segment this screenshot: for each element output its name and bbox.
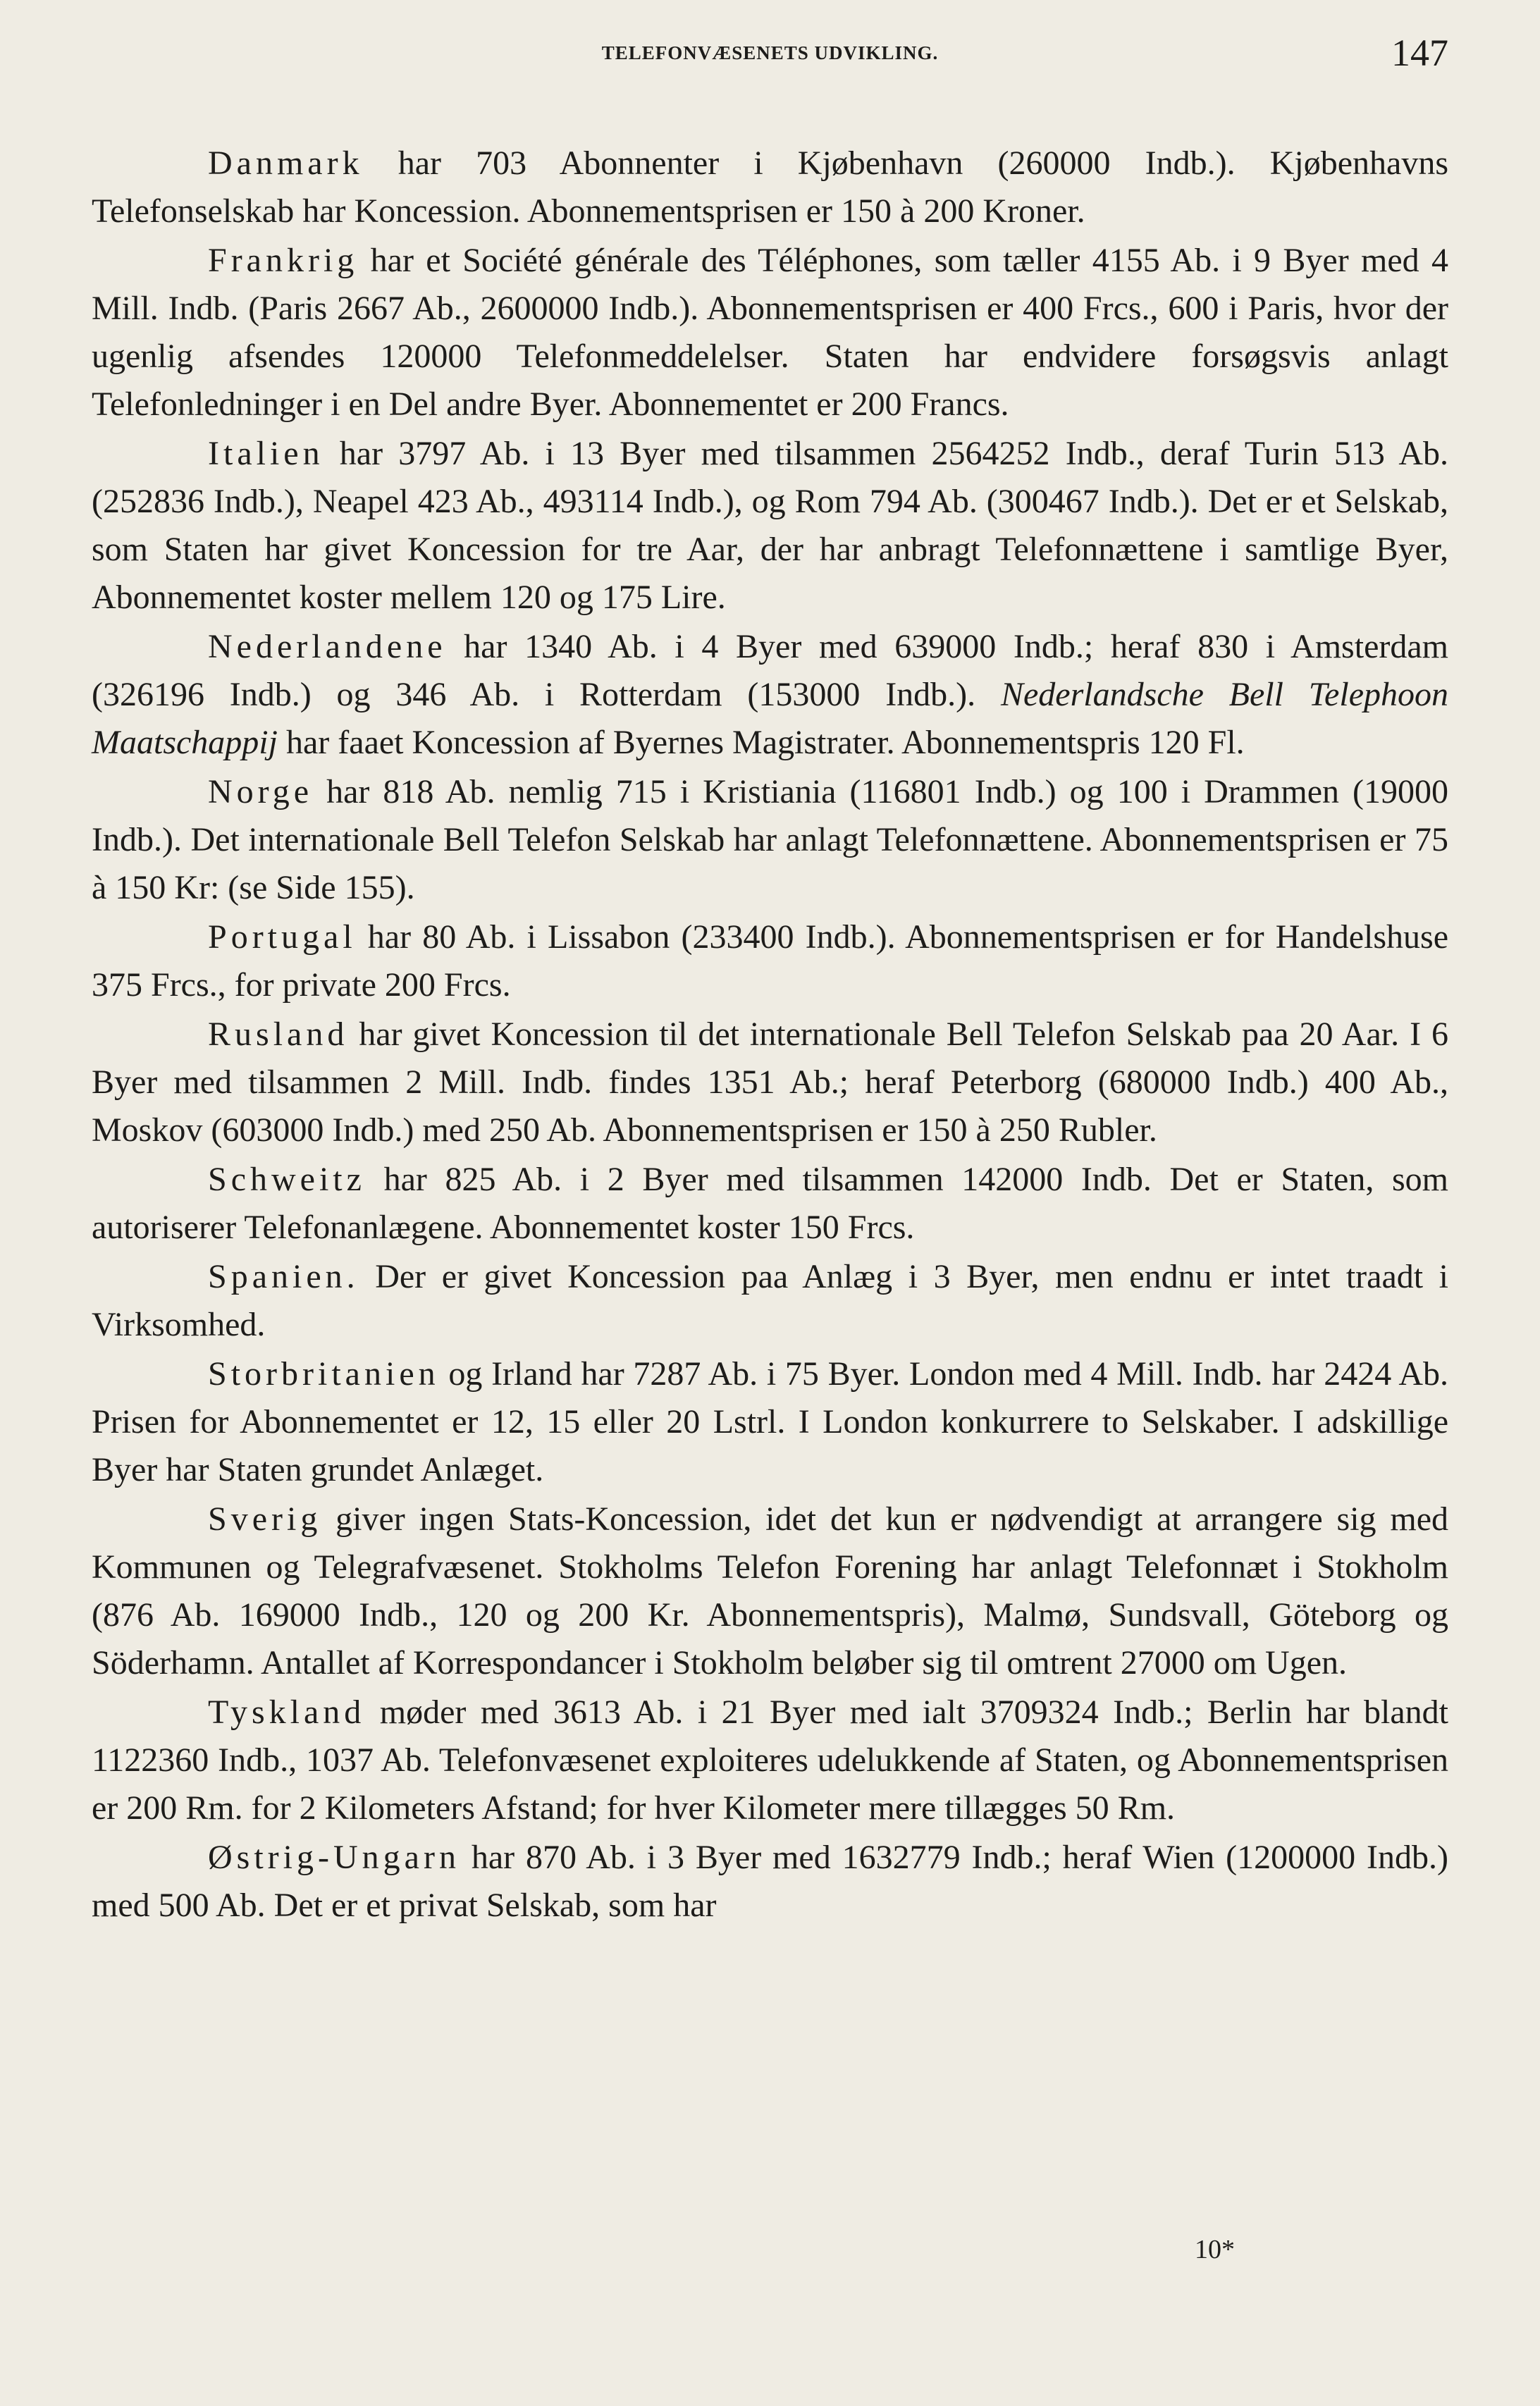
paragraph-text: og Irland har 7287 Ab. i 75 Byer. London med 4 Mill. Indb. har 2424 Ab. Prisen for Abonnementet er 12, 15 eller 20 Lstrl. I London konkurrere to Selskaber. I adskillige Byer har Staten grundet Anlæget.	[92, 1355, 1448, 1488]
country-name: Østrig-Ungarn	[208, 1839, 460, 1876]
paragraph-sverig	[92, 1495, 1448, 1687]
paragraph-text: har 825 Ab. i 2 Byer med tilsammen 142000 Indb. Det er Staten, som autoriserer Telefonanlægene. Abonnementet koster 150 Frcs.	[92, 1161, 1448, 1246]
paragraph-spanien	[92, 1253, 1448, 1349]
country-name: Norge	[208, 773, 314, 810]
country-name: Sverig	[208, 1500, 322, 1538]
country-name: Danmark	[208, 144, 364, 182]
country-name: Rusland	[208, 1016, 349, 1053]
paragraph-tyskland	[92, 1689, 1448, 1832]
country-name: Portugal	[208, 918, 357, 956]
paragraph-storbritanien	[92, 1350, 1448, 1494]
country-name: Storbritanien	[208, 1355, 440, 1393]
paragraph-text: giver ingen Stats-Koncession, idet det kun er nødvendigt at arrangere sig med Kommunen og Telegrafvæsenet. Stokholms Telefon Forening har anlagt Telefonnæt i Stokholm (876 Ab. 169000 Indb., 120 og 200 Kr. Abonnementspris), Malmø, Sundsvall, Göteborg og Söderhamn. Antallet af Korrespondancer i Stokholm beløber sig til omtrent 27000 om Ugen.	[92, 1500, 1448, 1682]
running-title: TELEFONVÆSENETS UDVIKLING.	[601, 42, 939, 63]
paragraph-text: møder med 3613 Ab. i 21 Byer med ialt 3709324 Indb.; Berlin har blandt 1122360 Indb., 1037 Ab. Telefonvæsenet exploiteres udelukkende af Staten, og Abonnementsprisen er 200 Rm. for 2 Kilometers Afstand; for hver Kilometer mere tillægges 50 Rm.	[92, 1694, 1448, 1827]
country-name: Tyskland	[208, 1694, 366, 1731]
country-name: Schweitz	[208, 1161, 366, 1198]
paragraph-text: har 818 Ab. nemlig 715 i Kristiania (116801 Indb.) og 100 i Drammen (19000 Indb.). Det internationale Bell Telefon Selskab har anlagt Telefonnættene. Abonnementsprisen er 75 à 150 Kr: (se Side 155).	[92, 773, 1448, 906]
paragraph-schweitz	[92, 1156, 1448, 1252]
paragraph-rusland	[92, 1011, 1448, 1154]
country-name: Italien	[208, 435, 324, 472]
paragraph-text: Der er givet Koncession paa Anlæg i 3 Byer, men endnu er intet traadt i Virksomhed.	[92, 1258, 1448, 1343]
paragraph-text: har et Société générale des Téléphones, som tæller 4155 Ab. i 9 Byer med 4 Mill. Indb. (Paris 2667 Ab., 2600000 Indb.). Abonnementsprisen er 400 Frcs., 600 i Paris, hvor der ugenlig afsendes 120000 Telefonmeddelelser. Staten har endvidere forsøgsvis anlagt Telefonledninger i en Del andre Byer. Abonnementet er 200 Francs.	[92, 242, 1448, 423]
paragraph-text: har givet Koncession til det internationale Bell Telefon Selskab paa 20 Aar. I 6 Byer med tilsammen 2 Mill. Indb. findes 1351 Ab.; heraf Peterborg (680000 Indb.) 400 Ab., Moskov (603000 Indb.) med 250 Ab. Abonnementsprisen er 150 à 250 Rubler.	[92, 1016, 1448, 1149]
paragraph-nederlandene	[92, 623, 1448, 767]
paragraph-portugal	[92, 913, 1448, 1009]
country-name: Nederlandene	[208, 628, 447, 665]
page-number: 147	[1391, 32, 1448, 74]
paragraph-norge	[92, 768, 1448, 912]
body-text	[92, 140, 1448, 1930]
page-header	[92, 28, 1448, 113]
country-name: Frankrig	[208, 242, 359, 279]
paragraph-text-continued: har faaet Koncession af Byernes Magistrater. Abonnementspris 120 Fl.	[277, 724, 1245, 761]
paragraph-italien	[92, 430, 1448, 622]
paragraph-oestrig-ungarn	[92, 1834, 1448, 1930]
paragraph-text: har 1340 Ab. i 4 Byer med 639000 Indb.; heraf 830 i Amsterdam (326196 Indb.) og 346 Ab. i Rotterdam (153000 Indb.).	[92, 628, 1448, 713]
paragraph-danmark	[92, 140, 1448, 235]
paragraph-text: har 3797 Ab. i 13 Byer med tilsammen 2564252 Indb., deraf Turin 513 Ab. (252836 Indb.), Neapel 423 Ab., 493114 Indb.), og Rom 794 Ab. (300467 Indb.). Det er et Selskab, som Staten har givet Koncession for tre Aar, der har anbragt Telefonnættene i samtlige Byer, Abonnementet koster mellem 120 og 175 Lire.	[92, 435, 1448, 616]
country-name: Spanien.	[208, 1258, 359, 1295]
paragraph-text: har 870 Ab. i 3 Byer med 1632779 Indb.; heraf Wien (1200000 Indb.) med 500 Ab. Det er et privat Selskab, som har	[92, 1839, 1448, 1924]
signature-mark: 10*	[1195, 2235, 1235, 2264]
company-name-italic: Nederlandsche Bell Telephoon Maatschappij	[92, 676, 1449, 761]
paragraph-text: har 80 Ab. i Lissabon (233400 Indb.). Abonnementsprisen er for Handelshuse 375 Frcs., for private 200 Frcs.	[92, 918, 1448, 1004]
paragraph-text: har 703 Abonnenter i Kjøbenhavn (260000 Indb.). Kjøbenhavns Telefonselskab har Koncession. Abonnementsprisen er 150 à 200 Kroner.	[92, 144, 1448, 230]
page	[92, 28, 1448, 1931]
paragraph-frankrig	[92, 237, 1448, 428]
